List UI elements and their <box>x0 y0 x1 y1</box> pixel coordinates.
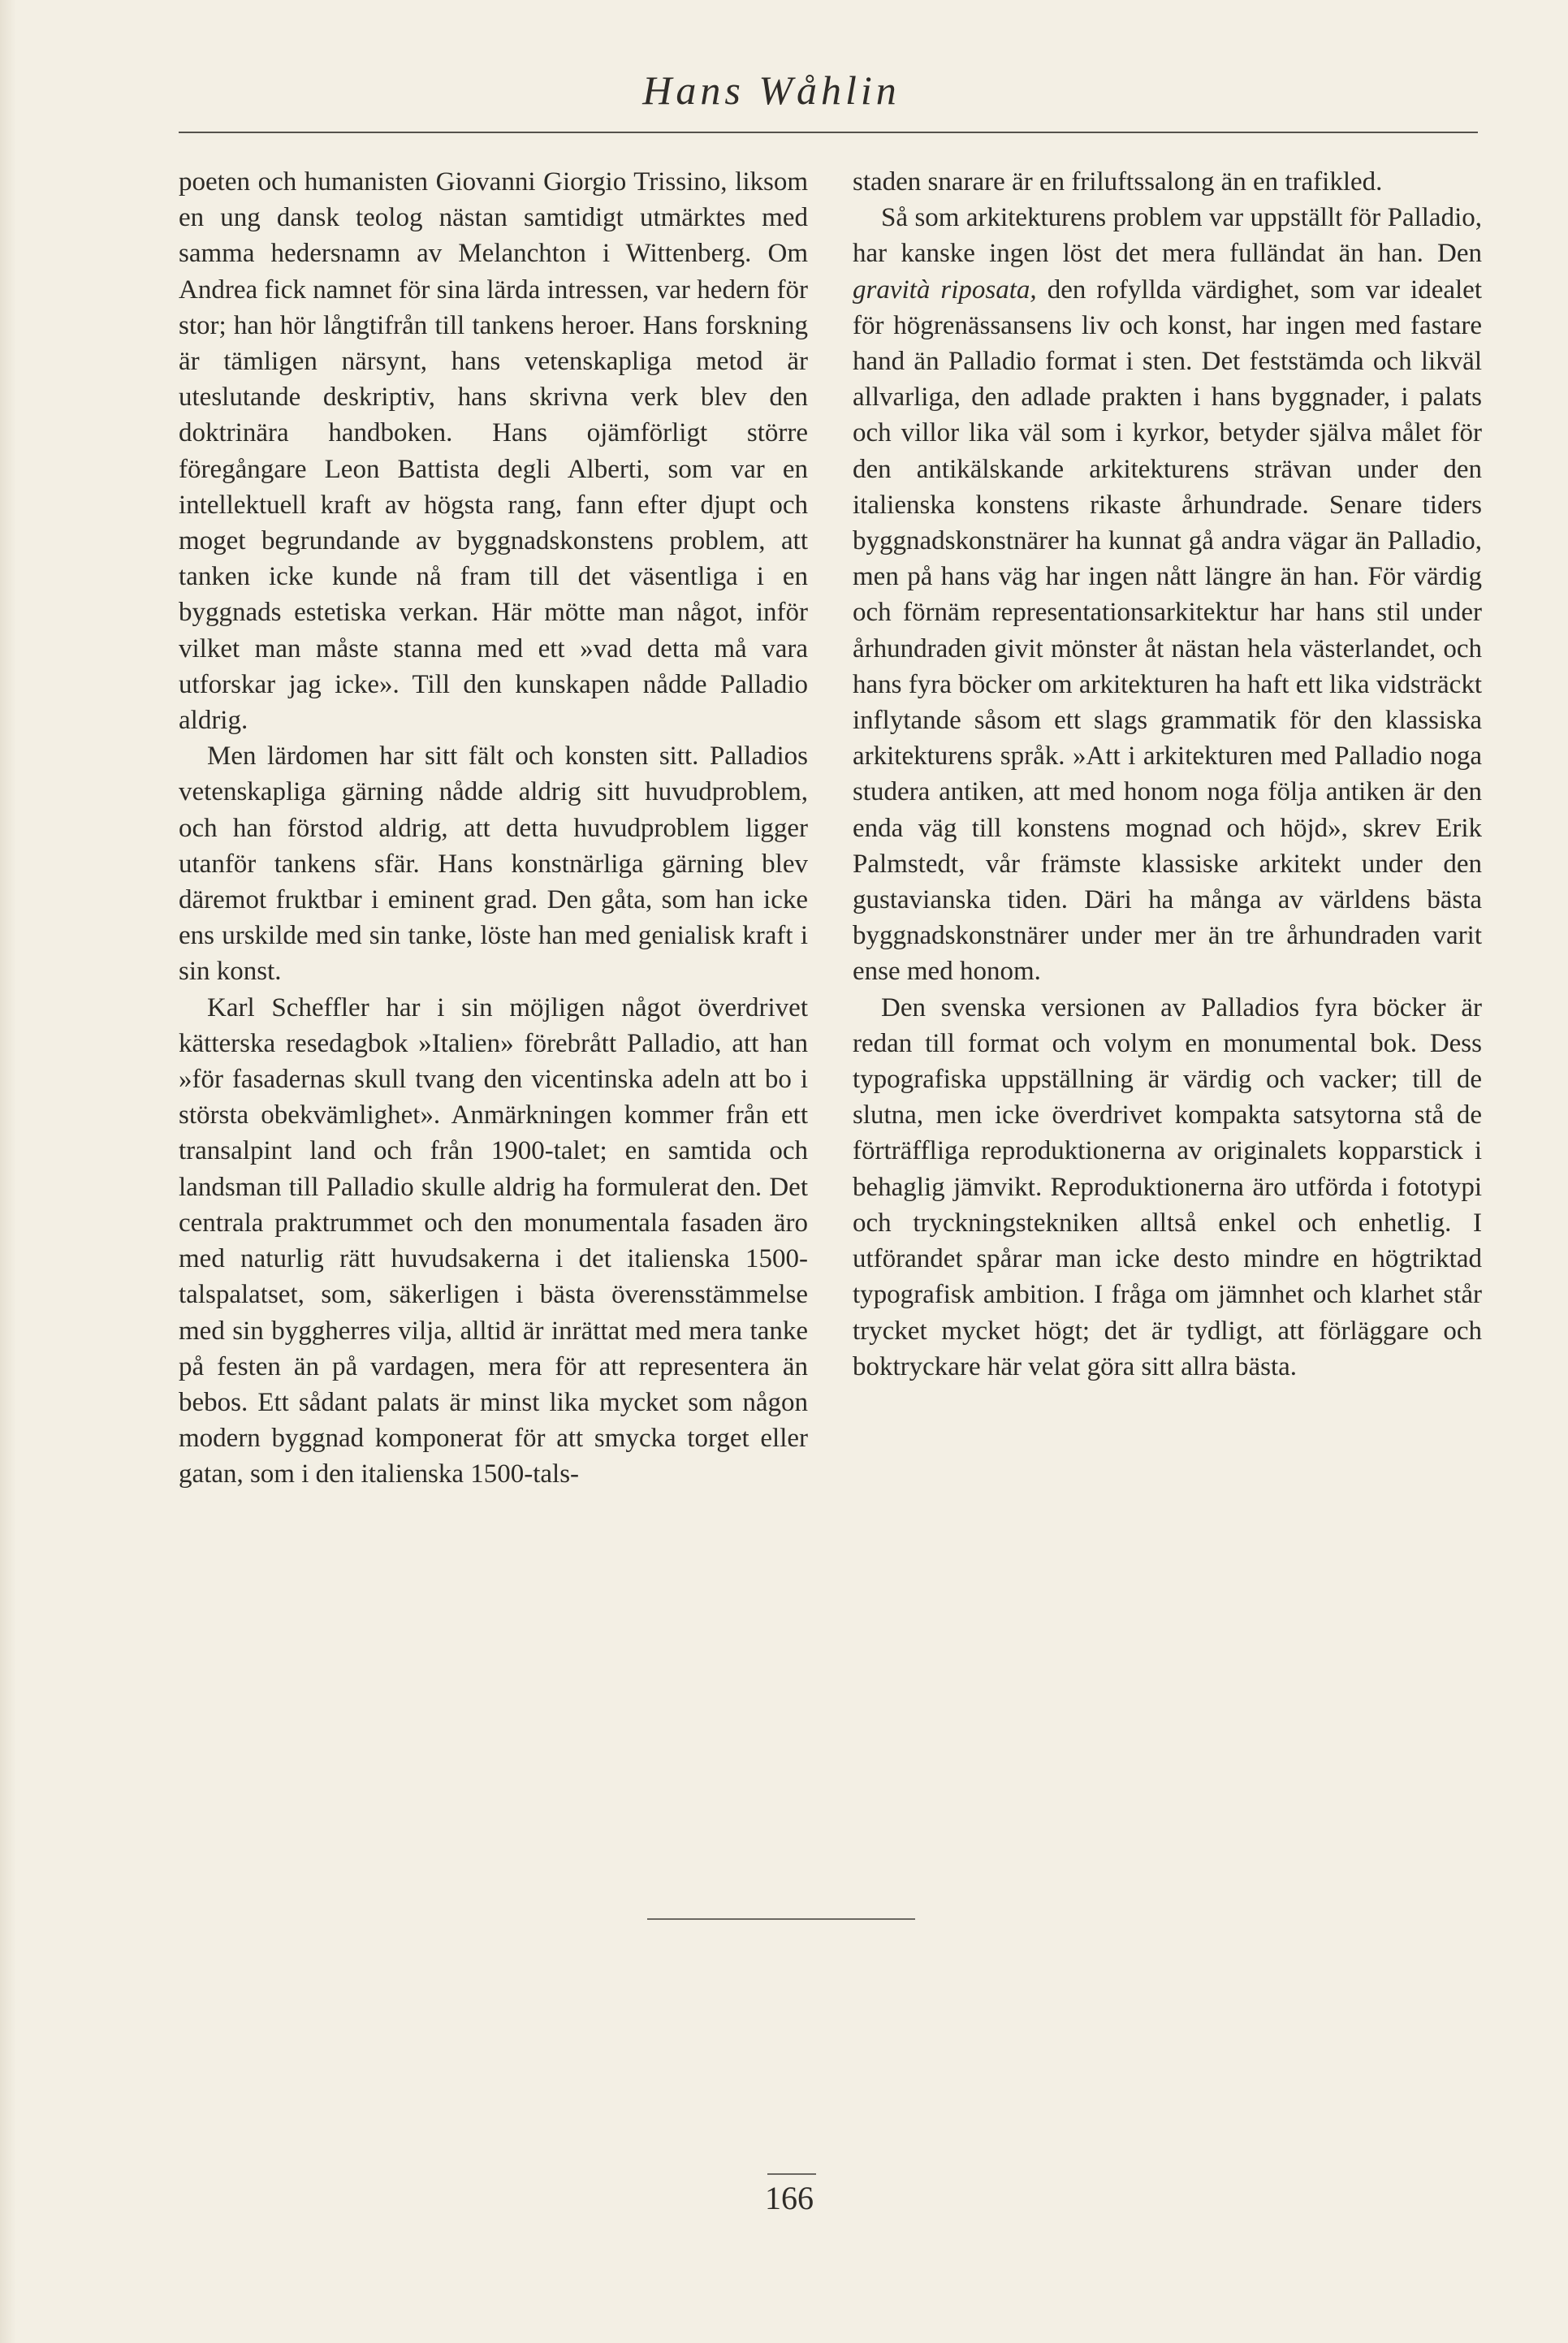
right-paragraph-1: staden snarare är en friluftssalong än en trafikled. <box>853 167 1383 197</box>
page-number: 166 <box>765 2180 814 2216</box>
right-column <box>853 164 1482 1385</box>
header-rule <box>179 132 1478 133</box>
italic-phrase: gravità riposata, <box>853 275 1037 305</box>
running-head: Hans Wåhlin <box>642 67 901 113</box>
left-paragraph-1: poeten och humanisten Giovanni Giorgio Trissino, liksom en ung dansk teolog nästan samtidigt utmärktes med samma hedersnamn av Melanchton i Wittenberg. Om Andrea fick namnet för sina lärda intressen, var hedern för stor; han hör långtifrån till tankens heroer. Hans forskning är tämligen närsynt, hans vetenskapliga metod är uteslutande deskriptiv, hans skrivna verk blev den doktrinära handboken. Hans ojämförligt större föregångare Leon Battista degli Alberti, som var en intellektuell kraft av högsta rang, fann efter djupt och moget begrundande av byggnadskonstens problem, att tanken icke kunde nå fram till det väsentliga i en byggnads estetiska verkan. Här mötte man något, inför vilket man måste stanna med ett »vad detta må vara utforskar jag icke». Till den kunskapen nådde Palladio aldrig. <box>179 167 808 736</box>
right-paragraph-2-start: Så som arkitekturens problem var uppställt för Palladio, har kanske ingen löst det mera fulländat än han. Den <box>853 203 1482 269</box>
left-paragraph-2: Men lärdomen har sitt fält och konsten sitt. Palladios vetenskapliga gärning nådde aldrig sitt huvudproblem, och han förstod aldrig, att detta huvudproblem ligger utanför tankens sfär. Hans konstnärliga gärning blev däremot fruktbar i eminent grad. Den gåta, som han icke ens urskilde med sin tanke, löste han med genialisk kraft i sin konst. <box>179 741 808 987</box>
footer-rule <box>647 1918 915 1920</box>
left-paragraph-3: Karl Scheffler har i sin möjligen något överdrivet kätterska resedagbok »Italien» förebrått Palladio, att han »för fasadernas skull tvang den vicentinska adeln att bo i största obekvämlighet». Anmärkningen kommer från ett transalpint land och från 1900-talet; en samtida och landsman till Palladio skulle aldrig ha formulerat den. Det centrala praktrummet och den monumentala fasaden äro med naturlig rätt huvudsakerna i det italienska 1500-talspalatset, som, säkerligen i bästa överensstämmelse med sin byggherres vilja, alltid är inrättat med mera tanke på festen än på vardagen, mera för att representera än bebos. Ett sådant palats är minst lika mycket som någon modern byggnad komponerat för att smycka torget eller gatan, som i den italienska 1500-tals- <box>179 992 808 1489</box>
right-paragraph-3: Den svenska versionen av Palladios fyra böcker är redan till format och volym en monumental bok. Dess typografiska uppställning är värdig och vacker; till de slutna, men icke överdrivet kompakta satsytorna stå de förträffliga reproduktionerna av originalets kopparstick i behaglig jämvikt. Reproduktionerna äro utförda i fototypi och tryckningstekniken alltså enkel och enhetlig. I utförandet spårar man icke desto mindre en högtriktad typografisk ambition. I fråga om jämnhet och klarhet står trycket mycket högt; det är tydligt, att förläggare och boktryckare här velat göra sitt allra bästa. <box>853 992 1482 1381</box>
page-number-rule <box>767 2173 816 2175</box>
right-paragraph-2 <box>853 200 1482 989</box>
left-column <box>179 164 808 1493</box>
page-edge-shadow <box>0 0 16 2343</box>
right-paragraph-2-end: den rofyllda värdighet, som var idealet för högrenässansens liv och konst, har ingen med fastare hand än Palladio format i sten. Det feststämda och likväl allvarliga, den adlade prakten i hans byggnader, i palats och villor lika väl som i kyrkor, betyder själva målet för den antikälskande arkitekturens strävan under den italienska konstens rikaste århundrade. Senare tiders byggnadskonstnärer ha kunnat gå andra vägar än Palladio, men på hans väg har ingen nått längre än han. För värdig och förnäm representationsarkitektur har hans stil under århundraden givit mönster åt nästan hela västerlandet, och hans fyra böcker om arkitekturen ha haft ett lika vidsträckt inflytande såsom ett slags grammatik för den klassiska arkitekturens språk. »Att i arkitekturen med Palladio noga studera antiken, att med honom noga följa antiken är den enda väg till konstens mognad och höjd», skrev Erik Palmstedt, vår främste klassiske arkitekt under den gustavianska tiden. Däri ha många av världens bästa byggnadskonstnärer under mer än tre århundraden varit ense med honom. <box>853 275 1482 987</box>
